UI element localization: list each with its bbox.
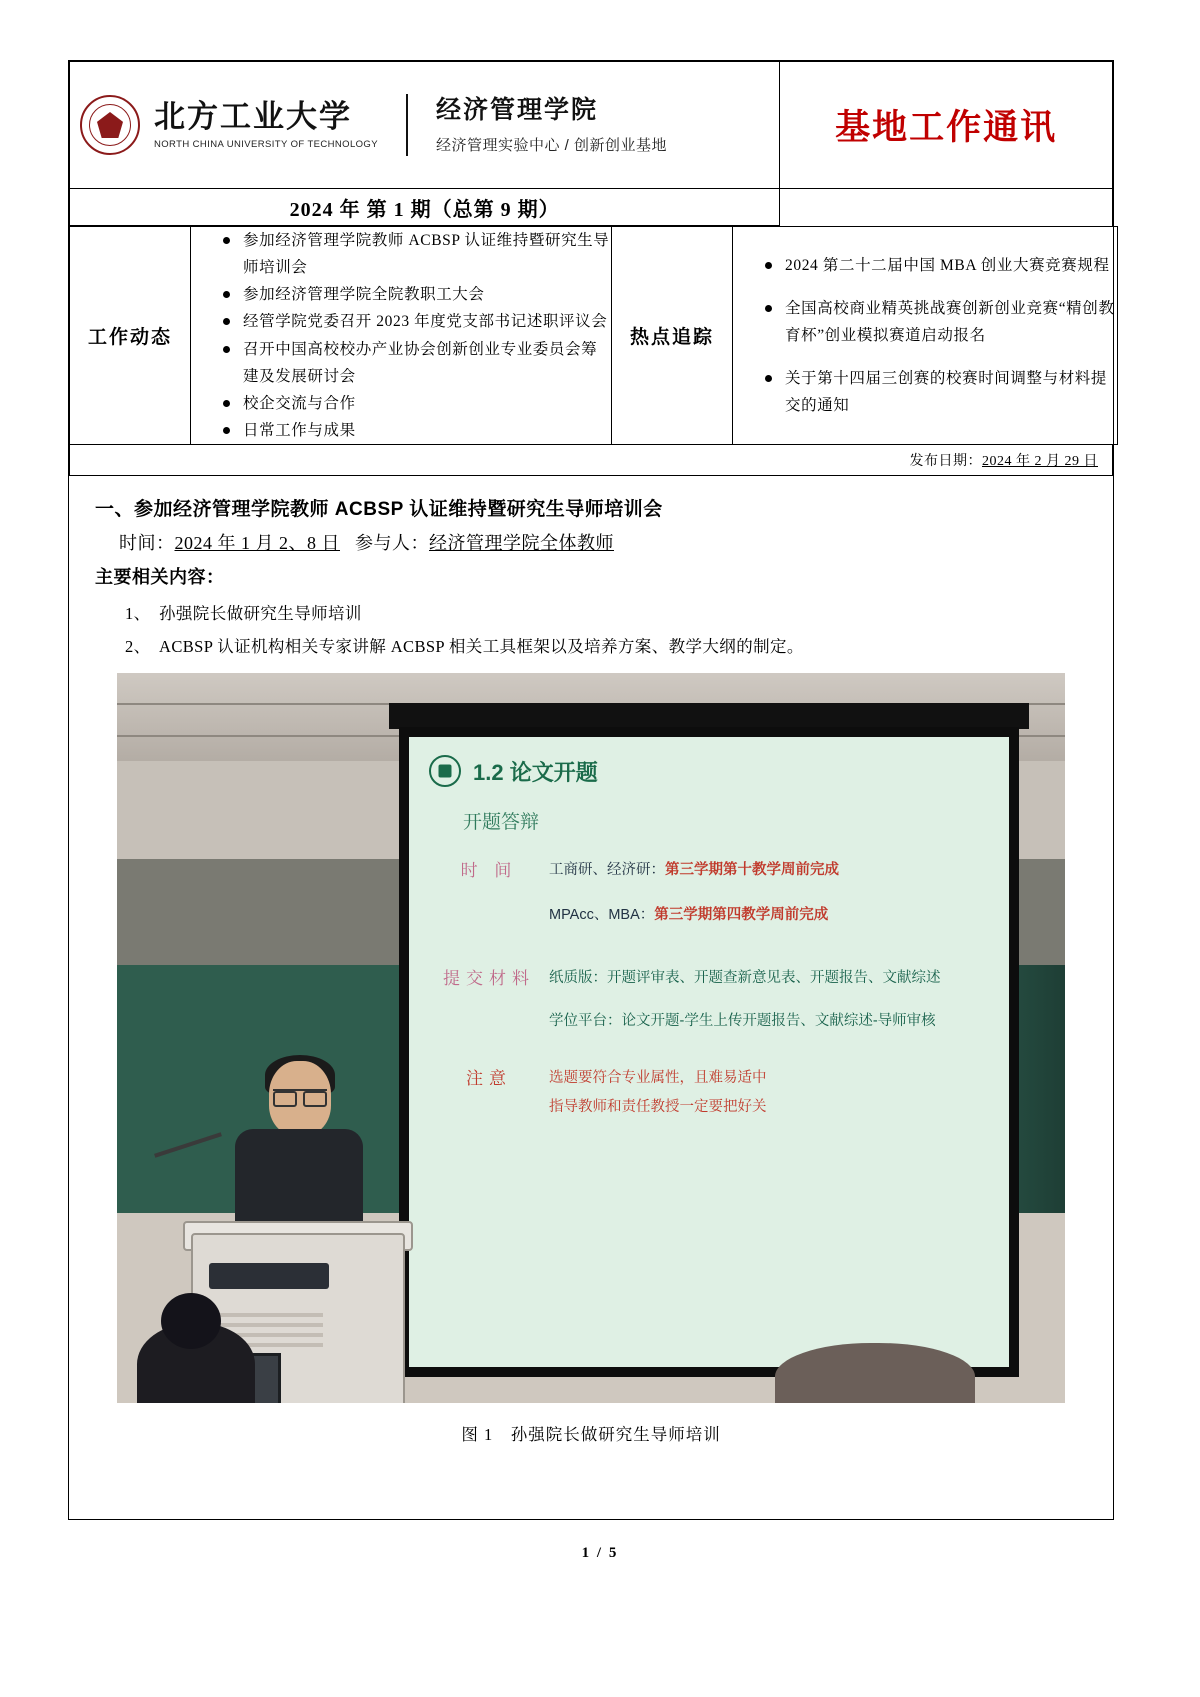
list-item: 召开中国高校校办产业协会创新创业专业委员会筹建及发展研讨会 bbox=[221, 336, 611, 390]
list-item: 日常工作与成果 bbox=[221, 417, 611, 444]
projector-screen-bar bbox=[389, 703, 1029, 729]
glasses-icon bbox=[273, 1089, 327, 1103]
logo-cell bbox=[70, 62, 780, 189]
page-number: 1 / 5 bbox=[581, 1545, 619, 1561]
slide-seal-icon bbox=[429, 755, 461, 787]
publish-date-label: 发布日期： bbox=[909, 454, 982, 469]
slide-value bbox=[549, 856, 839, 930]
publish-date-value: 2024 年 2 月 29 日 bbox=[982, 454, 1098, 469]
article-body bbox=[69, 476, 1113, 1445]
slide-row-notes bbox=[429, 1064, 989, 1122]
issue-empty-cell bbox=[780, 189, 1113, 226]
slide-line-highlight: 第三学期第四教学周前完成 bbox=[654, 907, 829, 923]
figure-block bbox=[117, 673, 1065, 1445]
slide-line-highlight: 第三学期第十教学周前完成 bbox=[665, 862, 839, 878]
list-item: 关于第十四届三创赛的校赛时间调整与材料提交的通知 bbox=[763, 365, 1117, 419]
bulletin-title: 基地工作通讯 bbox=[835, 108, 1058, 147]
slide-line-plain: 纸质版：开题评审表、开题查新意见表、开题报告、文献综述 bbox=[549, 970, 941, 986]
participants-label: 参与人： bbox=[355, 533, 429, 553]
list-item bbox=[125, 597, 1087, 630]
list-item: 校企交流与合作 bbox=[221, 390, 611, 417]
university-name-cn: 北方工业大学 bbox=[154, 99, 352, 135]
page-title: 一、参加经济管理学院教师 ACBSP 认证维持暨研究生导师培训会 bbox=[95, 499, 663, 520]
masthead-divider bbox=[406, 94, 408, 156]
list-item: 经管学院党委召开 2023 年度党支部书记述职评议会 bbox=[221, 308, 611, 335]
point-text: 孙强院长做研究生导师培训 bbox=[159, 604, 362, 623]
publish-date-cell bbox=[70, 445, 1113, 476]
projector-screen bbox=[399, 727, 1019, 1377]
slide-line-highlight: 指导教师和责任教授一定要把好关 bbox=[549, 1099, 767, 1115]
slide-line-plain: 工商研、经济研： bbox=[549, 862, 665, 878]
hot-topics-list bbox=[733, 227, 1118, 445]
university-seal-icon bbox=[80, 95, 140, 155]
time-label: 时间： bbox=[119, 533, 175, 553]
main-content-label: 主要相关内容： bbox=[95, 567, 225, 587]
masthead-table bbox=[69, 61, 1113, 226]
work-updates-label: 工作动态 bbox=[70, 227, 191, 445]
contents-table bbox=[69, 226, 1118, 445]
slide-subtitle: 开题答辩 bbox=[463, 812, 540, 833]
slide-key: 时 间 bbox=[460, 861, 518, 880]
list-item bbox=[125, 630, 1087, 663]
slide-value bbox=[549, 964, 941, 1036]
list-item: 参加经济管理学院全院教职工大会 bbox=[221, 281, 611, 308]
hot-topics-label: 热点追踪 bbox=[612, 227, 733, 445]
slide-value bbox=[549, 1064, 767, 1122]
slide-row-time bbox=[429, 856, 989, 930]
slide-title: 1.2 论文开题 bbox=[473, 759, 598, 785]
slide-key: 提交材料 bbox=[443, 969, 535, 988]
school-name: 经济管理学院 bbox=[435, 96, 598, 124]
figure-caption: 图 1 孙强院长做研究生导师培训 bbox=[461, 1425, 721, 1444]
slide-row-materials bbox=[429, 964, 989, 1036]
point-number: 2、 bbox=[125, 637, 151, 656]
participants-value: 经济管理学院全体教师 bbox=[429, 533, 614, 553]
school-subtitle: 经济管理实验中心 / 创新创业基地 bbox=[435, 137, 667, 154]
list-item: 参加经济管理学院教师 ACBSP 认证维持暨研究生导师培训会 bbox=[221, 227, 611, 281]
list-item: 2024 第二十二届中国 MBA 创业大赛竞赛规程 bbox=[763, 252, 1117, 279]
article-meta bbox=[119, 529, 1087, 555]
slide-line-highlight: 选题要符合专业属性，且难易适中 bbox=[549, 1070, 767, 1086]
slide-line-plain: 学位平台：论文开题-学生上传开题报告、文献综述-导师审核 bbox=[549, 1013, 936, 1029]
publish-date-row bbox=[69, 445, 1113, 476]
time-value: 2024 年 1 月 2、8 日 bbox=[174, 533, 340, 553]
audience-head bbox=[161, 1293, 221, 1349]
slide-title-row bbox=[429, 755, 989, 787]
point-text: ACBSP 认证机构相关专家讲解 ACBSP 相关工具框架以及培养方案、教学大纲的制定。 bbox=[159, 637, 804, 656]
bulletin-title-cell bbox=[780, 62, 1113, 189]
audience-silhouette bbox=[775, 1343, 975, 1403]
work-updates-list bbox=[191, 227, 612, 445]
point-number: 1、 bbox=[125, 604, 151, 623]
issue-line: 2024 年 第 1 期（总第 9 期） bbox=[70, 189, 780, 226]
lecture-photo bbox=[117, 673, 1065, 1403]
university-name-en: NORTH CHINA UNIVERSITY OF TECHNOLOGY bbox=[154, 138, 378, 150]
list-item: 全国高校商业精英挑战赛创新创业竞赛“精创教育杯”创业模拟赛道启动报名 bbox=[763, 295, 1117, 349]
article-points bbox=[95, 597, 1087, 663]
document-page bbox=[68, 60, 1114, 1520]
slide-key: 注意 bbox=[466, 1069, 512, 1088]
podium-control-panel bbox=[209, 1263, 329, 1289]
slide-line-plain: MPAcc、MBA： bbox=[549, 907, 655, 923]
